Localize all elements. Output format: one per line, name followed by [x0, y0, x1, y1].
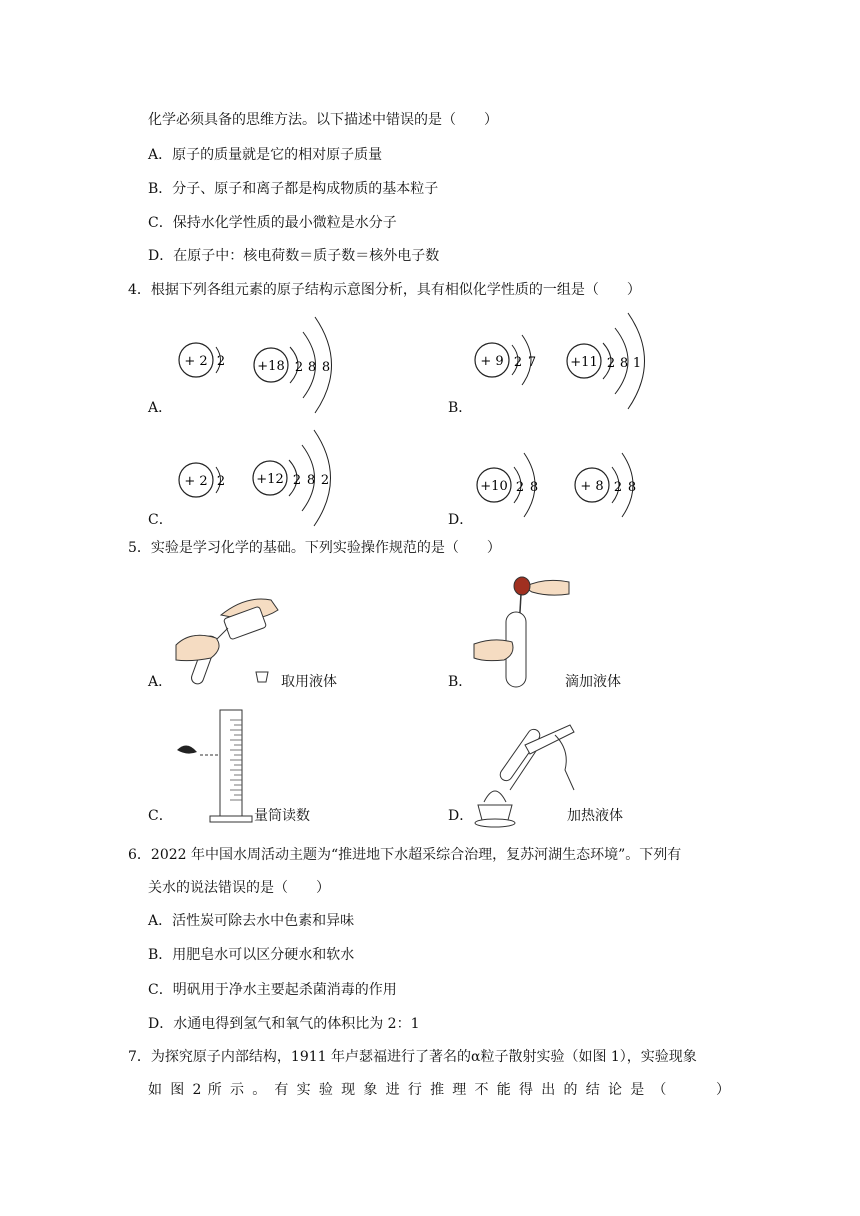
atom-diagram-he-2 [172, 455, 232, 505]
q5-label-c: C． [148, 808, 173, 824]
q3-option-a: A．原子的质量就是它的相对原子质量 [148, 147, 383, 163]
q5-label-a: A． [148, 674, 173, 690]
q5-caption-b: 滴加液体 [565, 674, 621, 690]
shell-electrons: 2 [613, 480, 623, 495]
nucleus-charge: + 8 [580, 479, 604, 494]
heating-liquid-illustration [470, 720, 580, 830]
atom-diagram-o [572, 445, 652, 515]
dropping-liquid-illustration [474, 572, 574, 692]
shell-electrons: 2 [216, 474, 226, 489]
q4-label-a: A． [148, 400, 173, 416]
shell-electrons: 2 [513, 355, 523, 370]
q7-stem-line2: 如 图 2 所 示 。 有 实 验 现 象 进 行 推 理 不 能 得 出 的 结 论 是 （ ） [148, 1082, 730, 1098]
shell-electrons: 8 [307, 360, 317, 375]
q6-option-a: A．活性炭可除去水中色素和异味 [148, 913, 355, 929]
q5-caption-a: 取用液体 [281, 674, 337, 690]
shell-electrons: 7 [527, 355, 537, 370]
q6-option-b: B．用肥皂水可以区分硬水和软水 [148, 947, 355, 963]
q5-caption-c: 量筒读数 [254, 808, 310, 824]
q3-option-b: B．分子、原子和离子都是构成物质的基本粒子 [148, 181, 439, 197]
nucleus-charge: +10 [480, 479, 508, 494]
q3-option-c: C．保持水化学性质的最小微粒是水分子 [148, 215, 397, 231]
q5-label-b: B． [448, 674, 473, 690]
atom-diagram-ne [474, 445, 554, 515]
nucleus-charge: +12 [256, 472, 284, 487]
q6-stem-line2: 关水的说法错误的是（ ） [148, 880, 330, 896]
q7-stem-line1: 7．为探究原子内部结构，1911 年卢瑟福进行了著名的α粒子散射实验（如图 1），实验现象 [128, 1049, 697, 1065]
shell-electrons: 1 [632, 356, 642, 371]
atom-diagram-mg [250, 428, 350, 528]
nucleus-charge: + 2 [184, 354, 208, 369]
q4-stem: 4．根据下列各组元素的原子结构示意图分析，具有相似化学性质的一组是（ ） [128, 282, 641, 298]
shell-electrons: 8 [321, 360, 331, 375]
shell-electrons: 8 [627, 480, 637, 495]
q6-option-d: D．水通电得到氢气和氧气的体积比为 2：1 [148, 1016, 420, 1032]
q4-label-b: B． [448, 400, 473, 416]
nucleus-charge: +11 [570, 355, 598, 370]
q3-option-d: D．在原子中：核电荷数＝质子数＝核外电子数 [148, 248, 440, 264]
nucleus-charge: + 9 [480, 354, 504, 369]
graduated-cylinder-illustration [172, 710, 257, 825]
shell-electrons: 8 [619, 356, 629, 371]
shell-electrons: 2 [294, 360, 304, 375]
shell-electrons: 8 [306, 473, 316, 488]
atom-diagram-he [170, 335, 230, 385]
q4-label-c: C． [148, 512, 173, 528]
shell-electrons: 2 [292, 473, 302, 488]
atom-diagram-f [472, 335, 552, 395]
shell-electrons: 2 [320, 473, 330, 488]
q5-stem: 5．实验是学习化学的基础。下列实验操作规范的是（ ） [128, 540, 501, 556]
q3-stem-tail: 化学必须具备的思维方法。以下描述中错误的是（ ） [148, 112, 498, 128]
q4-label-d: D． [448, 512, 474, 528]
shell-electrons: 2 [515, 480, 525, 495]
atom-diagram-na [566, 313, 656, 413]
q5-caption-d: 加热液体 [567, 808, 623, 824]
nucleus-charge: +18 [257, 359, 285, 374]
q6-stem-line1: 6．2022 年中国水周活动主题为“推进地下水超采综合治理，复苏河湖生态环境”。下列有 [128, 847, 682, 863]
q5-label-d: D． [448, 808, 474, 824]
shell-electrons: 2 [606, 356, 616, 371]
shell-electrons: 8 [529, 480, 539, 495]
pouring-liquid-illustration [176, 590, 286, 690]
atom-diagram-ar [248, 315, 348, 415]
q6-option-c: C．明矾用于净水主要起杀菌消毒的作用 [148, 982, 397, 998]
shell-electrons: 2 [216, 354, 226, 369]
nucleus-charge: + 2 [184, 474, 208, 489]
